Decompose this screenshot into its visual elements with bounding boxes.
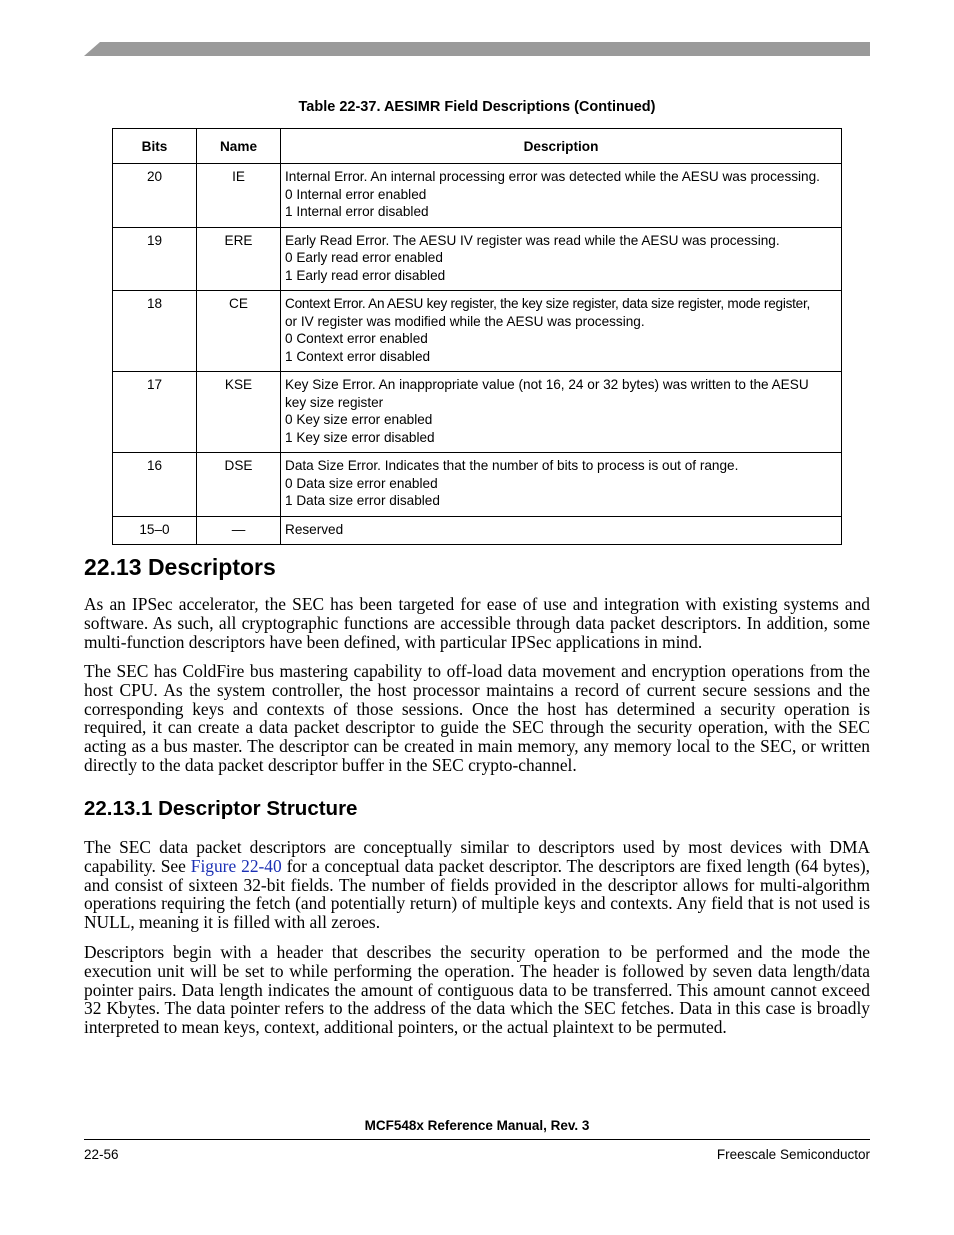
description-line: 0 Key size error enabled [285, 412, 433, 427]
description-line: 0 Data size error enabled [285, 475, 438, 491]
description-line: Context Error. An AESU key register, the key size register, data size register, mode register, [285, 296, 811, 311]
description-line: 1 Context error disabled [285, 348, 431, 364]
header-name: Name [197, 129, 281, 164]
description-line: Data Size Error. Indicates that the number of bits to process is out of range. [285, 458, 739, 473]
page-number: 22-56 [84, 1147, 119, 1162]
description-line: 0 Internal error enabled [285, 186, 427, 202]
table-row [113, 453, 842, 517]
description-line: Reserved [285, 521, 344, 537]
cell-description [281, 516, 842, 545]
cell-name: KSE [197, 372, 281, 453]
description-line: 0 Context error enabled [285, 331, 428, 346]
body-paragraph [84, 838, 870, 932]
table-caption: Table 22-37. AESIMR Field Descriptions (Continued) [298, 99, 656, 115]
footer-title: MCF548x Reference Manual, Rev. 3 [364, 1118, 590, 1133]
description-line: 1 Data size error disabled [285, 493, 440, 508]
body-paragraph: The SEC has ColdFire bus mastering capability to off-load data movement and encryption operations from the host CPU. As the system controller, the host processor maintains a record of current secure sessions and the corresponding keys and contexts of those sessions. Once the host has determined a security operation is required, it can create a data packet descriptor to guide the SEC through the security operation, with the SEC acting as a bus master. The descriptor can be created in main memory, any memory local to the SEC, or written directly to the data packet descriptor buffer in the SEC crypto-channel. [84, 661, 870, 775]
company-name: Freescale Semiconductor [716, 1147, 870, 1162]
cell-description [281, 164, 842, 228]
description-line: 1 Internal error disabled [285, 204, 429, 219]
cell-name: IE [197, 164, 281, 228]
description-line: Internal Error. An internal processing error was detected while the AESU was processing. [285, 169, 820, 184]
table-row [113, 227, 842, 291]
table-row [113, 372, 842, 453]
table-row [113, 291, 842, 372]
paragraph-text: for a conceptual data packet descriptor. The descriptors are fixed length (64 bytes), and consist of sixteen 32-bit fields. The number of fields provided in the descriptor allows for multi-algorithm operations requiring the fetch (and potentially return) of multiple keys and contexts. Any field that is not used is NULL, meaning it is filled with all zeroes. [84, 855, 870, 933]
header-bits: Bits [113, 129, 197, 164]
cell-bits: 17 [113, 372, 197, 453]
description-line: 1 Early read error disabled [285, 267, 446, 283]
footer-divider [84, 1139, 870, 1140]
description-line: 0 Early read error enabled [285, 250, 443, 265]
description-line: or IV register was modified while the AESU was processing. [285, 313, 645, 329]
description-line: Key Size Error. An inappropriate value (not 16, 24 or 32 bytes) was written to the AESU [285, 377, 809, 392]
table-header-row [113, 129, 842, 164]
cell-bits: 19 [113, 227, 197, 291]
header-banner [84, 42, 870, 56]
subsection-heading: 22.13.1 Descriptor Structure [84, 797, 358, 820]
cell-bits: 18 [113, 291, 197, 372]
cell-description [281, 453, 842, 517]
header-description: Description [281, 129, 842, 164]
cell-name: CE [197, 291, 281, 372]
description-line: Early Read Error. The AESU IV register was read while the AESU was processing. [285, 232, 780, 248]
cell-bits: 16 [113, 453, 197, 517]
cell-name: ERE [197, 227, 281, 291]
body-paragraph: Descriptors begin with a header that describes the security operation to be performed and the mode the execution unit will be set to while performing the operation. The header is followed by seven data length/data pointer pairs. Data length indicates the amount of contiguous data to be transferred. This amount cannot exceed 32 Kbytes. The data pointer refers to the address of the data which the SEC fetches. Data in this case is broadly interpreted to mean keys, context, additional pointers, or the actual plaintext to be permuted. [84, 942, 870, 1038]
cell-description [281, 227, 842, 291]
cell-bits: 15–0 [113, 516, 197, 545]
description-line: 1 Key size error disabled [285, 429, 435, 445]
cell-name: — [197, 516, 281, 545]
paragraph-text: The SEC data packet descriptors are conceptually similar to descriptors used by most devices with DMA capability. See [84, 837, 870, 876]
field-description-table [112, 128, 842, 545]
table-row [113, 164, 842, 228]
cell-description [281, 291, 842, 372]
table-row [113, 516, 842, 545]
figure-link[interactable]: Figure 22-40 [190, 855, 282, 876]
cell-description [281, 372, 842, 453]
section-heading: 22.13 Descriptors [84, 554, 276, 580]
cell-name: DSE [197, 453, 281, 517]
cell-bits: 20 [113, 164, 197, 228]
body-paragraph: As an IPSec accelerator, the SEC has been targeted for ease of use and integration with existing systems and software. As such, all cryptographic functions are accessible through data packet descriptors. In addition, some multi-function descriptors have been defined, with particular IPSec applications in mind. [84, 594, 870, 652]
description-line: key size register [285, 394, 384, 410]
